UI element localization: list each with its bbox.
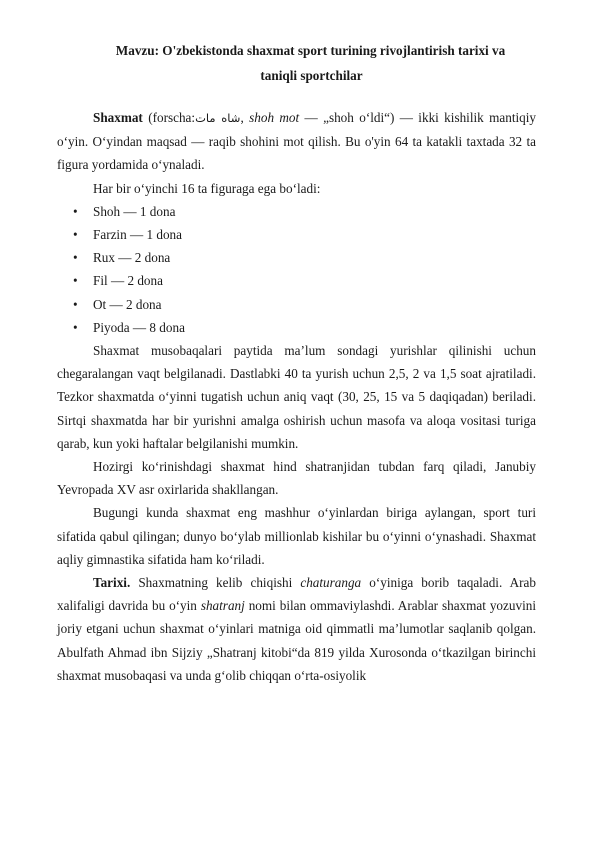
bullet-icon: • <box>73 227 78 243</box>
list-item-text: Fil — 2 dona <box>93 273 163 289</box>
title-line-2: taniqli sportchilar <box>260 68 363 83</box>
pieces-list <box>57 200 536 339</box>
history-paragraph <box>57 571 536 687</box>
list-item <box>57 223 536 246</box>
list-item-text: Ot — 2 dona <box>93 296 162 312</box>
list-item-text: Piyoda — 8 dona <box>93 319 185 335</box>
bullet-icon: • <box>73 296 78 312</box>
intro-rest: — „shoh oʻldi“) — ikki kishilik mantiqiy oʻyin. Oʻyindan maqsad — raqib shohini mot qilish. Bu o'yin 64 ta katakli taxtada 32 ta figura yordamida oʻynaladi. <box>57 110 537 173</box>
list-item <box>57 269 536 292</box>
bullet-icon: • <box>73 273 78 289</box>
paragraph-time-control: Shaxmat musobaqalari paytida maʼlum sondagi yurishlar qilinishi uchun chegaralangan vaqt belgilanadi. Dastlabki 40 ta yurish uchun 2,5, 2 va 1,5 soat ajratiladi. Tezkor shaxmatda oʻyinni tugatish uchun aniq vaqt (30, 25, 15 va 5 daqiqadan) beriladi. Sirtqi shaxmatda har bir yurishni amalga oshirish uchun masofa va aloqa vositasi turiga qarab, kun yoki haftalar belgilanishi mumkin. <box>57 343 536 451</box>
list-item-text: Rux — 2 dona <box>93 250 171 266</box>
list-item-text: Farzin — 1 dona <box>93 227 182 243</box>
paragraph-modern-chess: Hozirgi koʻrinishdagi shaxmat hind shatranjidan tubdan farq qiladi, Janubiy Yevropada XV asr oxirlarida shakllangan. <box>57 459 536 498</box>
bullet-icon: • <box>73 319 78 335</box>
history-term-chaturanga: chaturanga <box>300 575 362 591</box>
list-item <box>57 316 536 339</box>
intro-arabic: شاه مات <box>195 111 241 125</box>
list-item <box>57 246 536 269</box>
list-item <box>57 200 536 223</box>
list-item <box>57 293 536 316</box>
bullet-icon: • <box>73 203 78 219</box>
intro-translit: shoh mot <box>249 110 300 125</box>
pieces-intro: Har bir oʻyinchi 16 ta figuraga ega boʻladi: <box>93 180 321 196</box>
document-title <box>57 38 536 88</box>
intro-paren: (forscha: <box>142 110 196 125</box>
history-text-2: oʻyiniga borib taqaladi. Arab xalifaligi davrida bu oʻyin <box>57 575 536 614</box>
intro-paragraph <box>57 106 536 177</box>
history-term-shatranj: shatranj <box>200 598 245 614</box>
title-line-1: Mavzu: O'zbekistonda shaxmat sport turining rivojlantirish tarixi va <box>115 43 506 58</box>
bullet-icon: • <box>73 250 78 266</box>
intro-term: Shaxmat <box>93 110 143 125</box>
history-text-3: nomi bilan ommaviylashdi. Arablar shaxmat yozuvini joriy etgani uchun shaxmat oʻyinlari matniga oid qimmatli maʼlumotlar saqlanib qolgan. Abulfath Ahmad ibn Sijziy „Shatranj kitobi“da 819 yilda Xurosonda oʻtkazilgan birinchi shaxmat musobaqasi va unda gʻolib chiqqan oʻrta-osiyolik <box>57 598 536 683</box>
intro-comma: , <box>240 110 250 125</box>
history-heading: Tarixi. <box>93 575 131 591</box>
history-text-1: Shaxmatning kelib chiqishi <box>130 575 301 591</box>
paragraph-popularity: Bugungi kunda shaxmat eng mashhur oʻyinlardan biriga aylangan, sport turi sifatida qabul qilingan; dunyo boʻylab millionlab kishilar bu oʻyinni oʻynashadi. Shaxmat aqliy gimnastika sifatida ham koʻriladi. <box>57 505 536 567</box>
list-item-text: Shoh — 1 dona <box>93 203 176 219</box>
